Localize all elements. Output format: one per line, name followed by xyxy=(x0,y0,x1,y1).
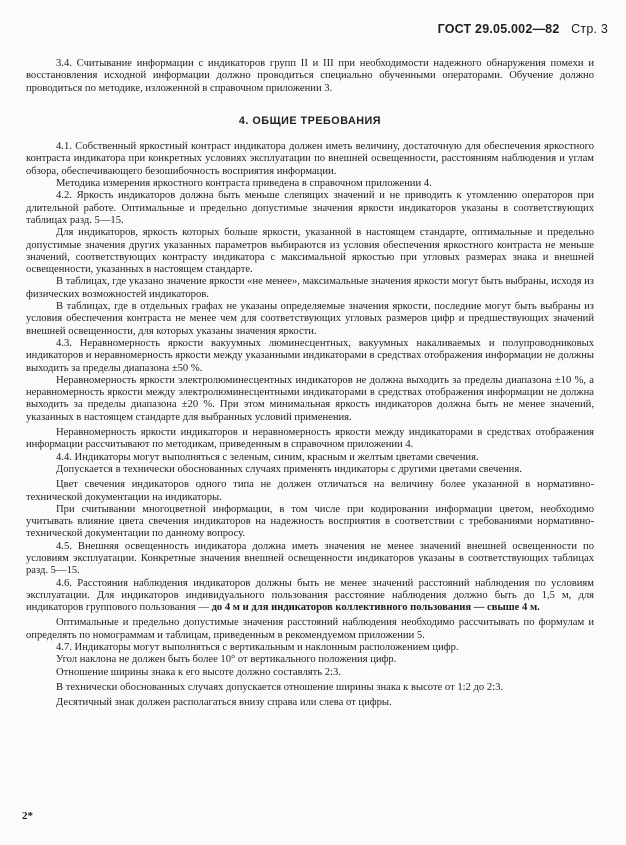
paragraph-4-5: 4.5. Внешняя освещенность индикатора должна иметь значения не менее значений внешней освещенности по условиям эксплуатации. Конкретные значения внешней освещенности индикаторов указаны в соответствующих таблицах разд. 5—15. xyxy=(26,540,594,577)
paragraph-4-2-high-brightness: Для индикаторов, яркость которых больше яркости, указанной в настоящем стандарте, оптимальные и предельно допустимые значения других указанных параметров выбираются из условия обеспечения яркостного контраста не меньше значений, соответствующих контрасту индикатора с максимальной яркостью при угловых размерах знака и внешней освещенности, указанных в настоящем стандарте. xyxy=(26,227,594,276)
paragraph-4-6-bold-text: до 4 м и для индикаторов коллективного пользования — свыше 4 м. xyxy=(211,602,540,614)
paragraph-4-7: 4.7. Индикаторы могут выполняться с вертикальным и наклонным расположением цифр. xyxy=(56,642,459,654)
page-label: Стр. xyxy=(571,22,598,36)
page-number: 3 xyxy=(600,22,608,36)
paragraph-4-7-angle: Угол наклона не должен быть более 10° от вертикального положения цифр. xyxy=(56,654,397,666)
section-heading: 4. ОБЩИЕ ТРЕБОВАНИЯ xyxy=(238,114,382,127)
page-header xyxy=(438,22,608,36)
document-body xyxy=(26,58,594,710)
paragraph-4-1: 4.1. Собственный яркостный контраст индикатора должен иметь величину, достаточную для обеспечения яркостного контраста индикатора при конкретных условиях эксплуатации по внешней освещенности, расстояниям наблюдения и углам обзора, обеспечивающего безошибочность восприятия информации. xyxy=(26,141,594,177)
paragraph-4-4: 4.4. Индикаторы могут выполняться с зеленым, синим, красным и желтым цветами свечения. xyxy=(56,451,479,463)
paragraph-4-3-methods: Неравномерность яркости индикаторов и неравномерность яркости между индикаторами в средствах отображения информации рассчитывают по методикам, приведенным в справочном приложении 4. xyxy=(26,427,594,451)
paragraph-4-2-tables-min: В таблицах, где указано значение яркости «не менее», максимальные значения яркости могут быть выбраны, исходя из физических возможностей индикаторов. xyxy=(26,276,594,300)
paragraph-4-6-text: 4.6. Расстояния наблюдения индикаторов должны быть не менее значений расстояний наблюдения по условиям эксплуатации. Для индикаторов индивидуального пользования расстояние наблюдения должно быть до 1,5 м, для индикаторов группового пользования — xyxy=(26,577,594,614)
paragraph-4-2: 4.2. Яркость индикаторов должна быть меньше слепящих значений и не приводить к утомлению операторов при длительной работе. Оптимальные и предельно допустимые значения яркости индикаторов указаны в соответствующих таблицах разд. 5—15. xyxy=(26,190,594,226)
standard-number: ГОСТ 29.05.002—82 xyxy=(437,22,560,36)
paragraph-4-4-color-deviation: Цвет свечения индикаторов одного типа не должен отличаться на величину более указанной в нормативно-технической документации на индикаторы. xyxy=(26,479,594,503)
paragraph-4-4-other-colors: Допускается в технически обоснованных случаях применять индикаторы с другими цветами свечения. xyxy=(56,463,522,475)
paragraph-4-7-ratio-exception: В технически обоснованных случаях допускается отношение ширины знака к высоте от 1:2 до 2:3. xyxy=(56,681,504,693)
paragraph-4-4-multicolor: При считывании многоцветной информации, в том числе при кодировании информации цветом, необходимо учитывать влияние цвета свечения индикаторов на надежность восприятия в соответствии с требованиями нормативно-технической документации по данному вопросу. xyxy=(26,503,594,540)
paragraph-4-3-electroluminescent: Неравномерность яркости электролюминесцентных индикаторов не должна выходить за пределы диапазона ±10 %, а неравномерность яркости между электролюминесцентными индикаторами в средствах отображения информации не должна выходить за пределы диапазона ±20 %. При этом минимальная яркость индикаторов должна быть не менее значений, указанных в настоящем стандарте для выбранных условий применения. xyxy=(26,374,594,423)
paragraph-4-3: 4.3. Неравномерность яркости вакуумных люминесцентных, вакуумных накаливаемых и полупроводниковых индикаторов и неравномерность яркости между указанными индикаторами в средствах отображения информации не должны выходить за пределы диапазона ±50 %. xyxy=(26,337,594,374)
paragraph-4-6-calc: Оптимальные и предельно допустимые значения расстояний наблюдения необходимо рассчитывать по формулам и определять по номограммам и таблицам, приведенным в рекомендуемом приложении 5. xyxy=(26,617,594,641)
paragraph-4-7-decimal: Десятичный знак должен располагаться внизу справа или слева от цифры. xyxy=(56,697,392,709)
signature-mark: 2* xyxy=(22,810,33,822)
paragraph-4-1-method: Методика измерения яркостного контраста приведена в справочном приложении 4. xyxy=(56,178,432,190)
paragraph-4-2-tables-missing: В таблицах, где в отдельных графах не указаны определяемые значения яркости, последние могут быть выбраны из условия обеспечения контраста не менее чем для соответствующих угловых размеров цифр и предшествующих значений внешней освещенности, для которых указаны значения яркости. xyxy=(26,301,594,337)
paragraph-3-4: 3.4. Считывание информации с индикаторов групп II и III при необходимости надежного обнаружения помехи и восстановления исходной информации должно проводиться специально обученными операторами. Обучение должно проводиться по методике, изложенной в справочном приложении 3. xyxy=(26,58,594,94)
paragraph-4-7-ratio: Отношение ширины знака к его высоте должно составлять 2:3. xyxy=(56,666,341,678)
paragraph-4-6 xyxy=(26,578,594,615)
